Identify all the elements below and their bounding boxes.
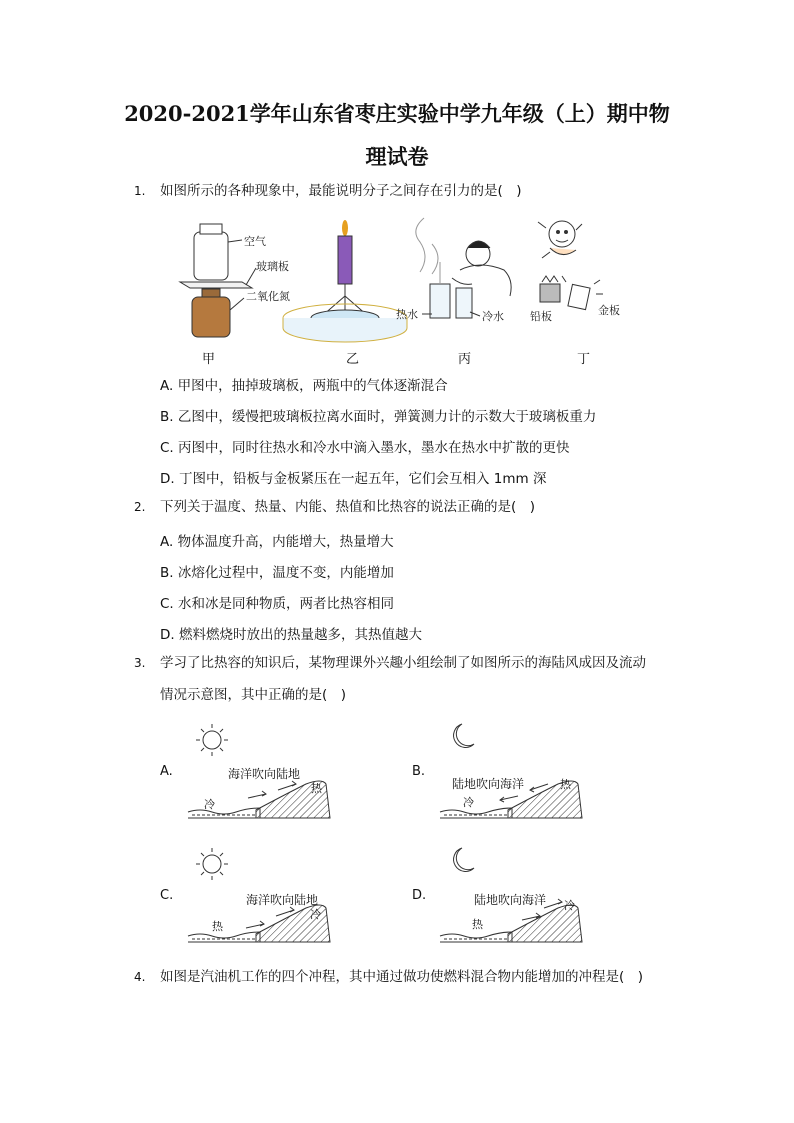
q1-option-a[interactable]: A. 甲图中，抽掉玻璃板，两瓶中的气体逐渐混合	[160, 378, 448, 394]
q2-text: 下列关于温度、热量、内能、热值和比热容的说法正确的是( )	[160, 499, 536, 515]
moon-icon	[454, 724, 474, 747]
page-title-line2: 理试卷	[365, 144, 429, 169]
sun-icon	[196, 848, 228, 880]
sun-icon	[196, 724, 228, 756]
q3-panel-b-figure	[432, 718, 592, 826]
label-glass: 玻璃板	[256, 260, 289, 273]
q3-text-line1: 学习了比热容的知识后，某物理课外兴趣小组绘制了如图所示的海陆风成因及流动	[160, 655, 646, 671]
panel-label-jia: 甲	[202, 352, 216, 367]
moon-icon	[454, 848, 474, 871]
q3-text-line2: 情况示意图，其中正确的是( )	[160, 687, 347, 703]
q2-number: 2.	[134, 500, 146, 514]
panel-label-bing: 丙	[458, 352, 472, 367]
q3-panel-c-caption: 海洋吹向陆地	[246, 893, 319, 907]
q3-panel-a-caption: 海洋吹向陆地	[228, 767, 301, 781]
q1-text: 如图所示的各种现象中，最能说明分子之间存在引力的是( )	[160, 183, 522, 199]
label-air: 空气	[244, 235, 266, 248]
figure-yi	[283, 220, 407, 342]
q2-option-d[interactable]: D. 燃料燃烧时放出的热量越多，其热值越大	[160, 627, 422, 643]
q2-option-a[interactable]: A. 物体温度升高，内能增大，热量增大	[160, 534, 394, 550]
q3-panel-d-caption: 陆地吹向海洋	[474, 893, 547, 907]
q3-panel-d-land: 冷	[564, 899, 575, 912]
q3-panel-d-sea: 热	[472, 918, 483, 931]
q3-panel-b-land: 热	[560, 778, 571, 791]
q3-panel-a-letter[interactable]: A.	[160, 764, 173, 779]
q2-option-b[interactable]: B. 冰熔化过程中，温度不变，内能增加	[160, 565, 394, 581]
label-lead: 铅板	[530, 310, 552, 323]
label-cold-water: 冷水	[482, 310, 504, 323]
figure-ding	[538, 221, 603, 310]
q1-option-c[interactable]: C. 丙图中，同时往热水和冷水中滴入墨水，墨水在热水中扩散的更快	[160, 440, 570, 456]
page-title-line1: 2020-2021学年山东省枣庄实验中学九年级（上）期中物	[124, 101, 670, 126]
label-gold: 金板	[598, 304, 620, 317]
q1-option-d[interactable]: D. 丁图中，铅板与金板紧压在一起五年，它们会互相入 1mm 深	[160, 471, 547, 487]
q3-panel-c-letter[interactable]: C.	[160, 888, 174, 903]
q3-panel-a-land: 热	[311, 782, 322, 795]
figure-bing	[416, 218, 511, 318]
q4-number: 4.	[134, 970, 146, 984]
q4-text: 如图是汽油机工作的四个冲程，其中通过做功使燃料混合物内能增加的冲程是( )	[160, 969, 644, 985]
label-hot-water: 热水	[396, 308, 418, 321]
q3-panel-a-sea: 冷	[204, 798, 215, 811]
q1-figure	[170, 212, 630, 382]
q3-panel-b-letter[interactable]: B.	[412, 764, 426, 779]
label-no2: 二氧化氮	[246, 290, 290, 303]
q3-panel-c-land: 冷	[310, 908, 321, 921]
q3-number: 3.	[134, 656, 146, 670]
q1-option-b[interactable]: B. 乙图中，缓慢把玻璃板拉离水面时，弹簧测力计的示数大于玻璃板重力	[160, 409, 597, 425]
q1-number: 1.	[134, 184, 146, 198]
q3-panel-b-sea: 冷	[463, 796, 474, 809]
q2-option-c[interactable]: C. 水和冰是同种物质，两者比热容相同	[160, 596, 395, 612]
panel-label-ding: 丁	[577, 352, 591, 367]
q3-panel-d-letter[interactable]: D.	[412, 888, 427, 903]
q3-panel-b-caption: 陆地吹向海洋	[452, 777, 525, 791]
q3-panel-c-sea: 热	[212, 920, 223, 933]
panel-label-yi: 乙	[346, 352, 360, 367]
